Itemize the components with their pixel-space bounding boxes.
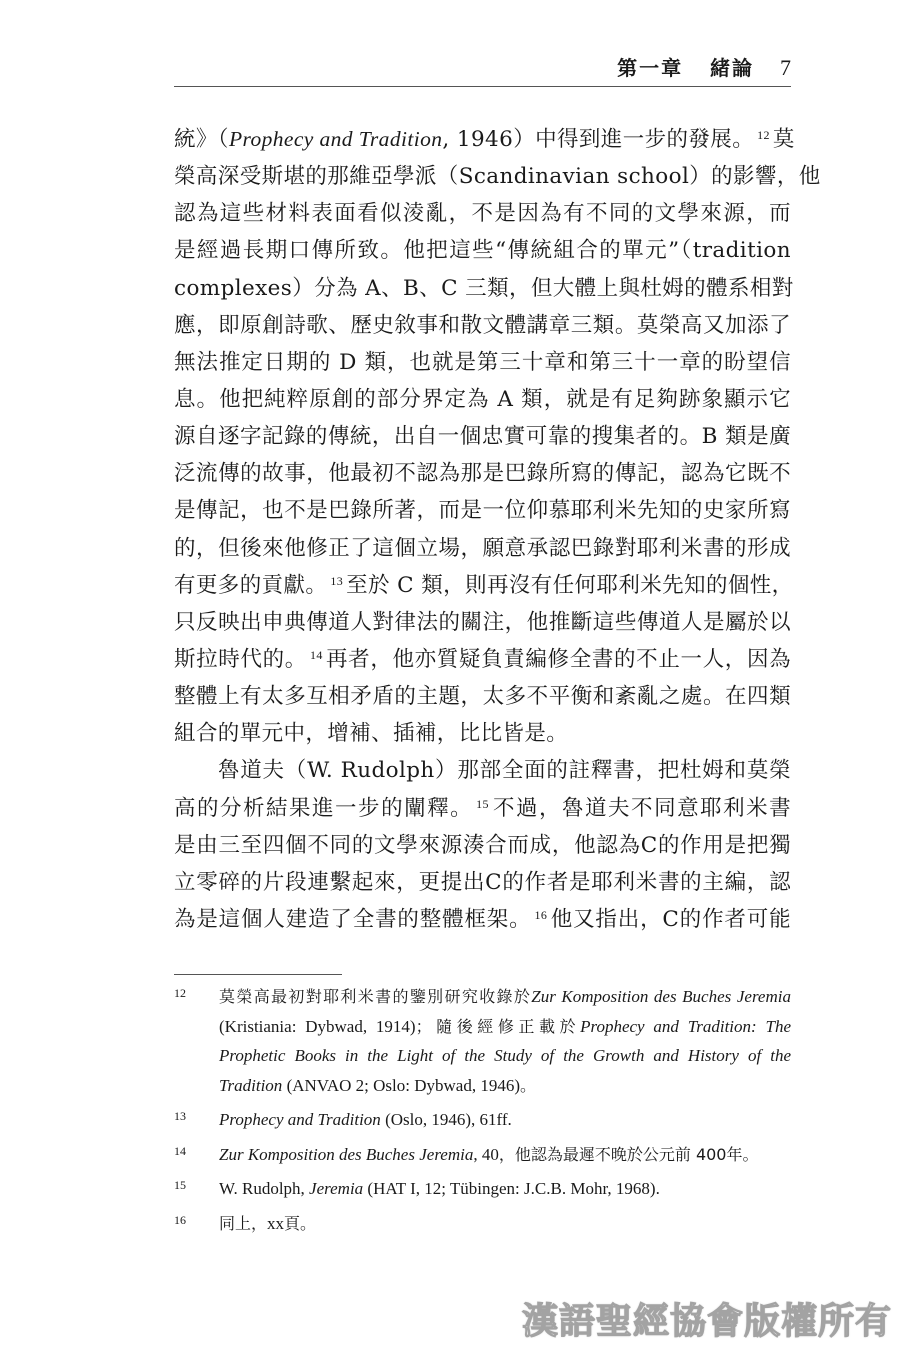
body-line [174,492,791,529]
body-text-run: complexes）分為 A、B、C 三類，但大體上與杜姆的體系相對 [174,275,794,301]
citation-title-italic: Jeremia [309,1179,364,1198]
book-title-italic: Prophecy and Tradition [228,127,443,151]
body-text-run: 泛流傳的故事，他最初不認為那是巴錄所寫的傳記，認為它既不 [174,461,791,487]
body-line [174,790,791,827]
footnote [174,1209,791,1239]
footnote-ref: 16 [534,907,548,922]
body-line [174,232,791,269]
body-line [174,307,791,344]
body-text-run: 的，但後來他修正了這個立場，願意承認巴錄對耶利米書的形成 [174,535,791,561]
body-line [174,530,791,567]
body-text-run: 他又指出，C的作者可能 [550,906,791,932]
body-line [174,270,794,307]
footnote-number: 12 [174,986,186,1000]
body-line [174,381,791,418]
body-text-run: 榮高深受斯堪的那維亞學派（Scandinavian school）的影響，他 [174,164,821,190]
footnote-text-run: (Oslo, 1946), 61ff. [380,1110,512,1129]
footnote-text-run: 頁。 [284,1213,317,1233]
footnote-ref: 15 [476,796,489,811]
footnote [174,1105,791,1135]
footnote-text [219,1209,791,1239]
body-text-run: 再者，他亦質疑負責編修全書的不止一人，因為 [325,646,791,672]
body-text-run: 斯拉時代的。 [174,646,307,672]
body-text-run: 認為這些材料表面看似淩亂，不是因為有不同的文學來源，而 [174,201,791,227]
body-text-run: 是傳記，也不是巴錄所著，而是一位仰慕耶利米先知的史家所寫 [174,498,791,524]
body-text-run: 組合的單元中，增補、插補，比比皆是。 [174,721,569,747]
body-text [174,121,821,938]
citation-title-italic: Zur Komposition des Buches Jeremia [219,1144,474,1164]
footnote [174,1174,791,1204]
footnote-text-run: 。 [520,1075,537,1095]
footnote-ref: 12 [757,128,770,142]
body-line [174,418,791,455]
body-text-run: 立零碎的片段連繫起來，更提出C的作者是耶利米書的主編，認 [174,869,791,895]
footnote-text-run: , 40 [473,1144,499,1164]
page-number: 7 [780,55,791,80]
body-text-run: 是經過長期口傳所致。他把這些“傳統組合的單元”（tradition [174,238,791,264]
body-line [174,158,821,195]
citation-title-italic: Zur Komposition des Buches Jeremia [531,987,791,1006]
footnote-text [219,1174,791,1204]
footnote-text-run: ；隨後經修正載於 [415,1016,581,1036]
footnote-number: 16 [174,1212,186,1227]
footnote-text-run: (HAT I, 12; Tübingen: J.C.B. Mohr, 1968). [363,1179,660,1198]
body-line [174,344,791,381]
footnote-text [219,1105,791,1135]
body-line [174,121,795,158]
body-line [174,678,791,715]
footnote-number: 14 [174,1143,186,1158]
body-text-run: 無法推定日期的 D 類，也就是第三十章和第三十一章的盼望信 [174,349,791,375]
footnote-text-run: ，他認為最遲不晚於公元前 400年。 [498,1144,759,1164]
body-text-run: 有更多的貢獻。 [174,572,328,598]
body-line [174,864,791,901]
footnote-rule [174,974,342,975]
body-text-run: 應，即原創詩歌、歷史敘事和散文體講章三類。莫榮高又加添了 [174,312,791,338]
footnotes [174,982,791,1243]
copyright-watermark: 漢語聖經協會版權所有 [521,1301,892,1342]
body-line [174,901,791,938]
footnote-ref: 14 [309,647,323,662]
body-text-run: 至於 C 類，則再沒有任何耶利米先知的個性， [346,572,794,598]
body-text-run: 是由三至四個不同的文學來源湊合而成，他認為C的作用是把獨 [174,832,791,858]
footnote-text-run: xx [267,1213,285,1233]
footnote-text-run: (ANVAO 2; Oslo: Dybwad, 1946) [282,1075,520,1095]
footnote [174,982,791,1100]
body-text-run: 莫 [772,127,795,152]
body-line [174,641,791,678]
citation-title-italic: Prophecy and Tradition [219,1110,381,1129]
body-text-run: 不過，魯道夫不同意耶利米書 [491,795,791,821]
footnote-text [219,1140,791,1170]
footnote-text-run: 同上， [219,1213,268,1233]
body-text-run: 息。他把純粹原創的部分界定為 A 類，就是有足夠跡象顯示它 [174,386,791,412]
body-line [174,715,791,752]
footnote-number: 15 [174,1178,186,1192]
body-text-run: 整體上有太多互相矛盾的主題，太多不平衡和紊亂之處。在四類 [174,684,791,710]
body-line [174,567,794,604]
footnote-text-run: (Kristiania: Dybwad, 1914) [219,1016,416,1036]
footnote-number: 13 [174,1109,186,1123]
body-line [174,827,791,864]
body-text-run: 高的分析結果進一步的闡釋。 [174,795,474,821]
body-line [174,752,791,789]
body-text-run: 只反映出申典傳道人對律法的關注，他推斷這些傳道人是屬於以 [174,609,791,635]
chapter-label: 第一章 緒論 [617,56,754,80]
citation-title-italic: Prophecy and Tradition: The Prophetic Books in the Light of the Study of the Growth and History of the Tradition [219,1016,791,1095]
body-text-run: , 1946）中得到進一步的發展。 [442,127,755,152]
footnote-text [219,982,791,1100]
body-text-run: 為是這個人建造了全書的整體框架。 [174,906,532,932]
body-line [174,195,791,232]
footnote-text-run: W. Rudolph, [219,1179,310,1198]
body-text-run: 源自逐字記錄的傳統，出自一個忠實可靠的搜集者的。B 類是廣 [174,424,791,450]
footnote-text-run: 莫榮高最初對耶利米書的鑒別研究收錄於 [219,987,532,1006]
header-rule [174,86,791,87]
body-line [174,455,791,492]
footnote [174,1140,791,1170]
body-line [174,604,791,641]
footnote-ref: 13 [330,573,344,588]
body-text-run: 統》（ [174,127,229,152]
running-header [174,52,791,81]
body-text-run: 魯道夫（W. Rudolph）那部全面的註釋書，把杜姆和莫榮 [218,758,791,784]
